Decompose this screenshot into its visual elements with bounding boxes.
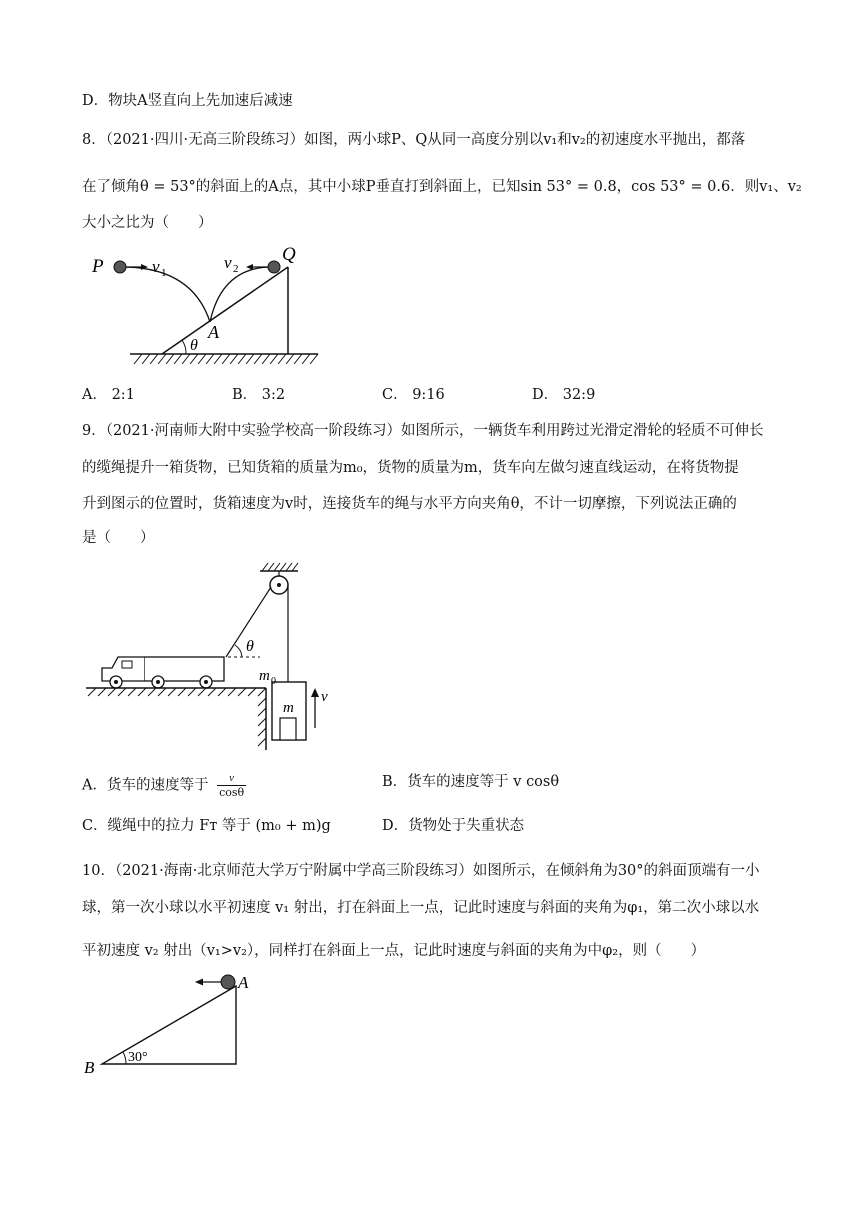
q10-stem-line2: 球，第一次小球以水平初速度 v₁ 射出，打在斜面上一点，记此时速度与斜面的夹角为φ₁，第二次小球以水: [82, 900, 760, 916]
q9-option-a: [82, 772, 246, 799]
label-q: Q: [282, 244, 296, 265]
incline-triangle: [102, 986, 236, 1064]
label-theta: θ: [246, 638, 254, 655]
q8-stem-line3: 大小之比为（ ）: [82, 215, 213, 231]
q8-option-b: B． 3:2: [232, 387, 286, 403]
q9-stem-line2: 的缆绳提升一箱货物，已知货箱的质量为m₀，货物的质量为m，货车向左做匀速直线运动，在将货物提: [82, 460, 739, 476]
q7-option-d: D．物块A竖直向上先加速后减速: [82, 93, 293, 109]
q8-stem-line2: 在了倾角θ = 53°的斜面上的A点，其中小球P垂直打到斜面上，已知sin 53° = 0.8，cos 53° = 0.6．则v₁、v₂: [82, 179, 802, 195]
label-v1: v: [152, 257, 160, 276]
q9-figure: [82, 558, 352, 754]
q9-stem-line1: 9．（2021·河南师大附中实验学校高一阶段练习）如图所示，一辆货车利用跨过光滑定滑轮的轻质不可伸长: [82, 423, 764, 439]
label-a: A: [238, 973, 249, 992]
label-v: v: [321, 689, 328, 705]
q8-figure: [82, 242, 322, 370]
q8-option-a: A． 2:1: [82, 387, 135, 403]
label-b: B: [84, 1058, 95, 1077]
q9-option-d: D．货物处于失重状态: [382, 818, 525, 834]
label-p: P: [92, 256, 104, 277]
q9-option-b: B．货车的速度等于 v cosθ: [382, 774, 560, 790]
q9-option-a-numerator: v: [217, 772, 246, 786]
q8-option-d: D． 32:9: [532, 387, 596, 403]
cargo: [280, 718, 296, 740]
q10-figure: [80, 970, 270, 1080]
q9-stem-line3: 升到图示的位置时，货箱速度为v时，连接货车的绳与水平方向夹角θ，不计一切摩擦，下列说法正确的: [82, 496, 737, 512]
q9-option-c: C．缆绳中的拉力 Fᴛ 等于 (m₀ + m)g: [82, 818, 331, 834]
label-theta: θ: [190, 337, 198, 354]
incline: [162, 267, 288, 354]
label-v1-sub: 1: [161, 267, 167, 279]
q9-stem-line4: 是（ ）: [82, 530, 155, 546]
ball-q: [268, 261, 280, 273]
label-m0-sub: 0: [271, 676, 276, 687]
q9-option-a-denominator: cosθ: [219, 786, 245, 799]
label-m0: m: [259, 668, 270, 684]
label-v2: v: [224, 253, 232, 272]
ball: [221, 975, 235, 989]
q10-stem-line1: 10．（2021·海南·北京师范大学万宁附属中学高三阶段练习）如图所示，在倾斜角为30°的斜面顶端有一小: [82, 863, 760, 879]
label-v2-sub: 2: [233, 263, 239, 275]
label-a: A: [208, 322, 219, 342]
label-m: m: [283, 700, 294, 716]
ball-p: [114, 261, 126, 273]
q9-option-a-text: A．货车的速度等于: [82, 777, 209, 794]
label-angle: 30°: [128, 1050, 148, 1065]
q8-option-c: C． 9:16: [382, 387, 445, 403]
q8-stem-line1: 8．（2021·四川·无高三阶段练习）如图，两小球P、Q从同一高度分别以v₁和v₂的初速度水平抛出，都落: [82, 132, 746, 148]
q10-stem-line3: 平初速度 v₂ 射出（v₁>v₂），同样打在斜面上一点，记此时速度与斜面的夹角为中φ₂，则（ ）: [82, 943, 706, 959]
